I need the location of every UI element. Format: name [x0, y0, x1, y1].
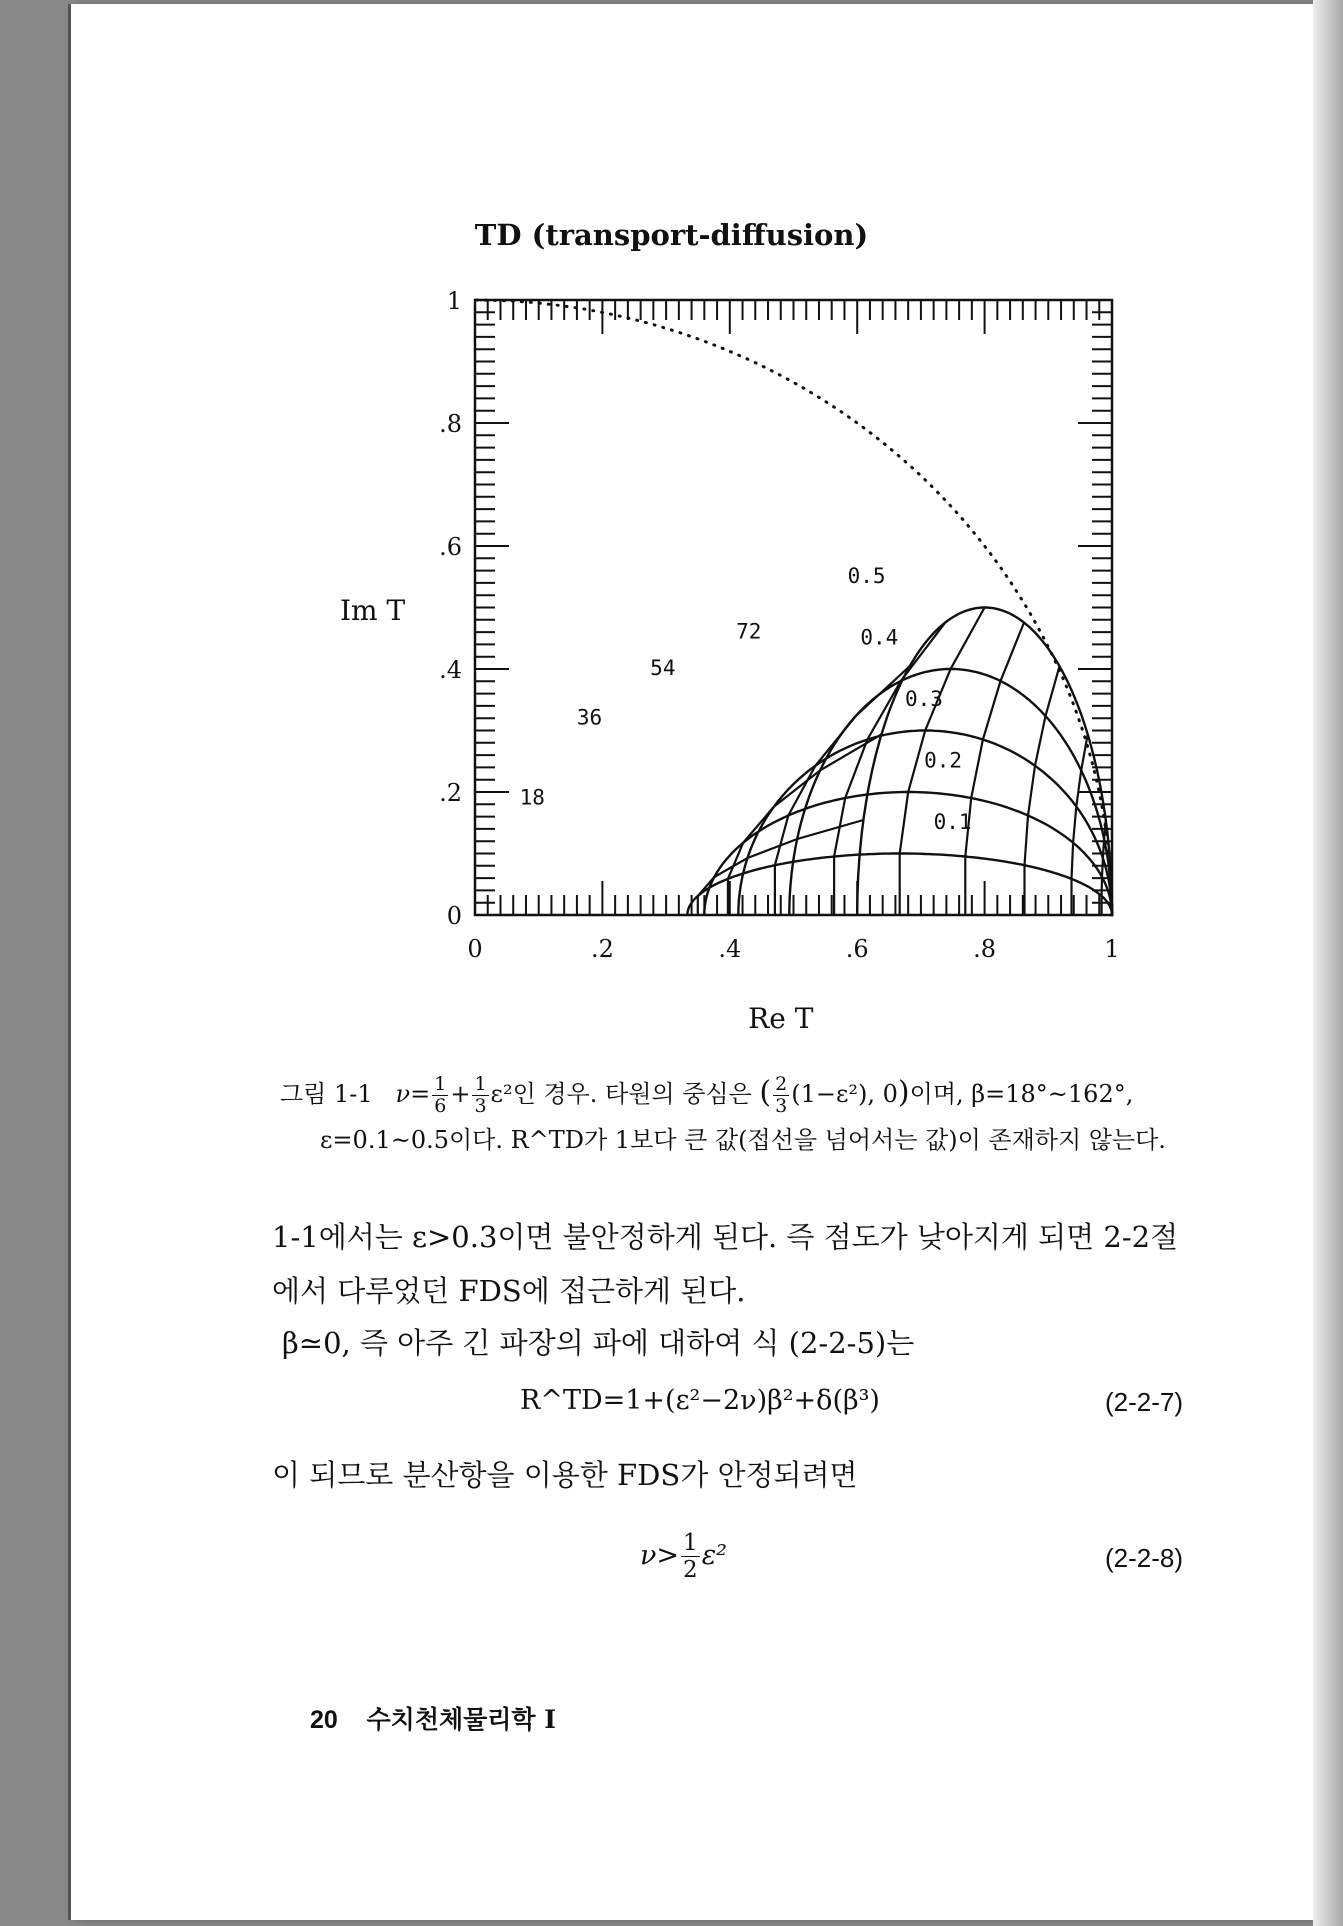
- equation-2-2-7: R^TD=1+(ε²−2ν)β²+δ(β³): [520, 1385, 880, 1416]
- x-axis-label: Re T: [748, 1002, 814, 1035]
- book-title: 수치천체물리학 I: [366, 1705, 556, 1734]
- x-tick-label: .6: [845, 935, 869, 963]
- page-footer: [310, 1700, 556, 1736]
- y-tick-label: .6: [439, 533, 462, 561]
- fraction-1-2: $\frac{1}{2}$: [683, 1530, 698, 1583]
- plot-frame: [475, 300, 1112, 915]
- caption-plus: +: [450, 1080, 471, 1108]
- x-tick-label: .8: [973, 935, 997, 963]
- beta-ray-54: [1025, 666, 1060, 915]
- epsilon-label: 0.5: [847, 563, 886, 588]
- x-tick-label: .2: [590, 935, 614, 963]
- equation-number-2-2-7: (2-2-7): [1104, 1387, 1183, 1417]
- eq2-lhs: ν>: [640, 1540, 680, 1571]
- epsilon-label: 0.1: [933, 809, 972, 834]
- caption-center: (1−ε²), 0: [791, 1080, 898, 1108]
- y-tick-label: 0: [446, 902, 462, 930]
- paragraph-2: β≃0, 즉 아주 긴 파장의 파에 대하여 식 (2-2-5)는: [282, 1326, 915, 1360]
- eq2-rhs: ε²: [701, 1540, 727, 1571]
- y-axis-label: Im T: [340, 594, 406, 627]
- paragraph-1: 1-1에서는 ε>0.3이면 불안정하게 된다. 즉 점도가 낮아지게 되면 2-2절 에서 다루었던 FDS에 접근하게 된다.: [272, 1220, 1179, 1308]
- page-number: 20: [310, 1706, 338, 1734]
- caption-eps2: ε²인 경우. 타원의 중심은: [490, 1080, 752, 1108]
- paragraph-3: 이 되므로 분산항을 이용한 FDS가 안정되려면: [272, 1458, 858, 1492]
- figure-caption: 그림 1-1 ν= $\frac{1}{6}$ + $\frac{1}{3}$ ε²인 경우. 타원의 중심은 ( $\frac{2}{3}$ (1−ε²), 0)이며, β=18°~162°, ε=0.1~0.5이다. R^TD가 1보다 큰 값(접선을 넘어서는 값)이 존재하지 않는다.: [280, 1070, 1200, 1163]
- beta-label: 72: [736, 619, 762, 644]
- epsilon-label: 0.4: [860, 625, 899, 650]
- fraction-2-3: $\frac{2}{3}$: [775, 1073, 788, 1117]
- figure-title: TD (transport-diffusion): [474, 218, 869, 252]
- ellipse-ε=0.5: [857, 608, 1112, 916]
- equation-2-2-8: [640, 1530, 727, 1583]
- y-tick-label: 1: [446, 287, 462, 315]
- y-tick-label: .4: [439, 656, 462, 684]
- y-tick-label: .2: [439, 779, 462, 807]
- epsilon-label: 0.2: [924, 748, 963, 773]
- y-tick-label: .8: [439, 410, 462, 438]
- beta-label: 54: [650, 656, 676, 681]
- beta-label: 18: [519, 785, 545, 810]
- x-tick-label: 0: [467, 935, 483, 963]
- caption-label: 그림 1-1: [280, 1080, 373, 1108]
- fraction-1-3: $\frac{1}{3}$: [474, 1073, 487, 1117]
- beta-ray-36: [1072, 734, 1088, 915]
- x-tick-label: .4: [718, 935, 742, 963]
- epsilon-label: 0.3: [904, 686, 943, 711]
- unit-circle-dotted: [475, 300, 1112, 915]
- beta-label: 36: [576, 705, 603, 730]
- caption-nu: ν=: [395, 1080, 431, 1108]
- beta-ray-72: [965, 623, 1024, 915]
- caption-after: 이며, β=18°~162°,: [909, 1080, 1134, 1108]
- x-tick-label: 1: [1104, 935, 1120, 963]
- caption-line-2: ε=0.1~0.5이다. R^TD가 1보다 큰 값(접선을 넘어서는 값)이 존재하지 않는다.: [320, 1126, 1166, 1154]
- fraction-1-6: $\frac{1}{6}$: [434, 1073, 447, 1117]
- equation-number-2-2-8: (2-2-8): [1104, 1543, 1183, 1573]
